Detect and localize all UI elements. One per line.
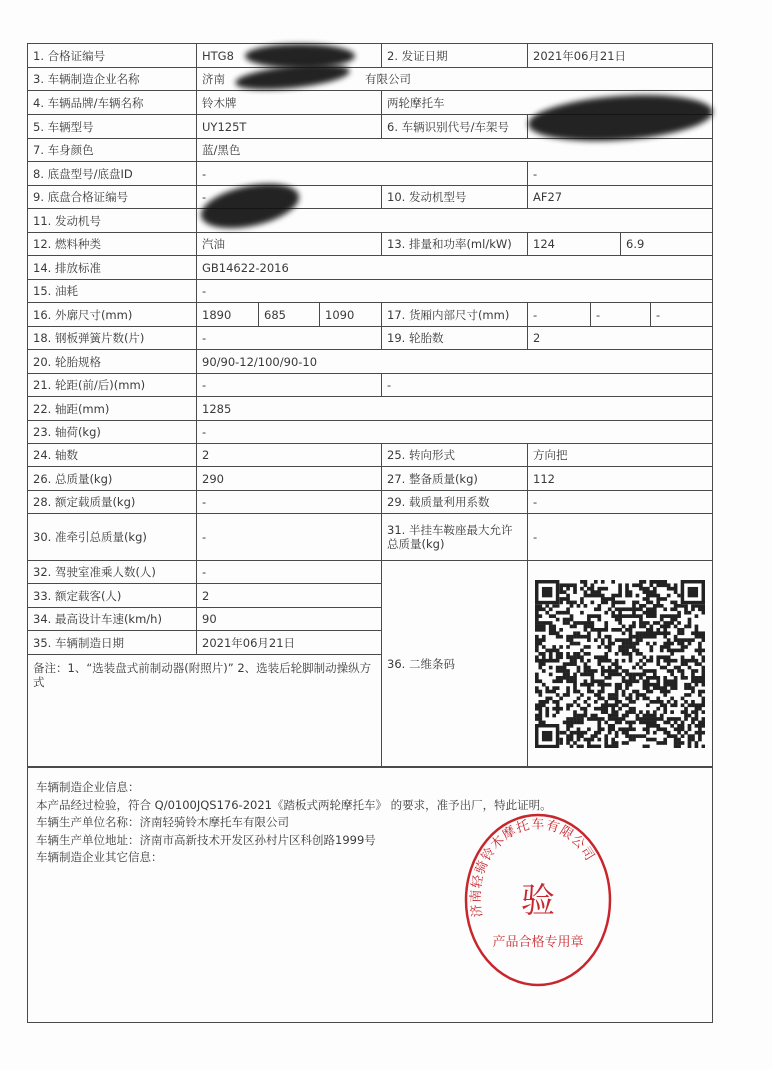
value-vehicle-name: 两轮摩托车 — [381, 90, 713, 115]
value-engine-model: AF27 — [527, 185, 713, 209]
other-info: 车辆制造企业其它信息： — [36, 850, 163, 864]
label-certificate-number: 1. 合格证编号 — [27, 43, 197, 68]
value-fuel-consumption: - — [196, 279, 713, 303]
value-rated-passengers: 2 — [196, 583, 382, 608]
label-axle-load: 23. 轴荷(kg) — [27, 420, 197, 444]
value-chassis-cert: - — [196, 185, 382, 209]
label-rated-passengers: 33. 额定载客(人) — [27, 583, 197, 608]
label-curb-mass: 27. 整备质量(kg) — [381, 466, 528, 491]
value-load-coefficient: - — [527, 490, 713, 514]
label-axle-count: 24. 轴数 — [27, 443, 197, 467]
value-rated-load: - — [196, 490, 382, 514]
value-track-rear: - — [381, 373, 713, 397]
value-leaf-springs: - — [196, 326, 382, 350]
value-manufacture-date: 2021年06月21日 — [196, 630, 382, 655]
value-gross-mass: 290 — [196, 466, 382, 491]
inspection-seal — [462, 812, 614, 988]
label-brand-name: 4. 车辆品牌/车辆名称 — [27, 90, 197, 115]
label-tire-spec: 20. 轮胎规格 — [27, 349, 197, 374]
value-brand: 铃木牌 — [196, 90, 382, 115]
value-track-front: - — [196, 373, 382, 397]
label-dimensions: 16. 外廓尺寸(mm) — [27, 302, 197, 327]
label-leaf-springs: 18. 钢板弹簧片数(片) — [27, 326, 197, 350]
label-engine-number: 11. 发动机号 — [27, 208, 197, 233]
label-tire-count: 19. 轮胎数 — [381, 326, 528, 350]
value-fuel: 汽油 — [196, 232, 382, 256]
label-steering: 25. 转向形式 — [381, 443, 528, 467]
remarks: 备注：1、“选装盘式前制动器(附照片)” 2、选装后轮脚制动操纵方式 — [27, 654, 382, 768]
label-qr-code: 36. 二维条码 — [381, 560, 528, 768]
value-max-speed: 90 — [196, 607, 382, 631]
manufacturer-name-start: 济南 — [202, 72, 225, 86]
label-color: 7. 车身颜色 — [27, 138, 197, 162]
label-cab-passengers: 32. 驾驶室准乘人数(人) — [27, 560, 197, 584]
value-issue-date: 2021年06月21日 — [527, 43, 713, 68]
producer-name: 车辆生产单位名称：济南轻骑铃木摩托车有限公司 — [36, 815, 289, 829]
value-axle-count: 2 — [196, 443, 382, 467]
value-model: UY125T — [196, 114, 382, 139]
footer-heading: 车辆制造企业信息： — [36, 780, 140, 794]
label-load-coefficient: 29. 载质量利用系数 — [381, 490, 528, 514]
qr-code — [535, 580, 705, 748]
label-engine-model: 10. 发动机型号 — [381, 185, 528, 209]
label-gross-mass: 26. 总质量(kg) — [27, 466, 197, 491]
seal-center-char: 验 — [521, 881, 555, 921]
seal-bottom-text: 产品合格专用章 — [492, 935, 584, 950]
label-manufacturer: 3. 车辆制造企业名称 — [27, 67, 197, 91]
manufacturer-name-end: 有限公司 — [365, 72, 411, 86]
label-max-speed: 34. 最高设计车速(km/h) — [27, 607, 197, 631]
label-emission-standard: 14. 排放标准 — [27, 255, 197, 280]
producer-address: 车辆生产单位地址：济南市高新技术开发区孙村片区科创路1999号 — [36, 832, 376, 847]
value-wheelbase: 1285 — [196, 396, 713, 421]
value-chassis-id: - — [527, 161, 713, 186]
value-tire-count: 2 — [527, 326, 713, 350]
value-chassis-model: - — [196, 161, 528, 186]
value-tire-spec: 90/90-12/100/90-10 — [196, 349, 713, 374]
value-steering: 方向把 — [527, 443, 713, 467]
value-height: 1090 — [319, 302, 382, 327]
label-manufacture-date: 35. 车辆制造日期 — [27, 630, 197, 655]
value-towing-mass: - — [196, 513, 382, 561]
label-chassis-cert: 9. 底盘合格证编号 — [27, 185, 197, 209]
value-axle-load: - — [196, 420, 713, 444]
label-chassis-model: 8. 底盘型号/底盘ID — [27, 161, 197, 186]
label-fuel: 12. 燃料种类 — [27, 232, 197, 256]
value-curb-mass: 112 — [527, 466, 713, 491]
value-cargo-height: - — [650, 302, 713, 327]
seal-ring-text: 济南轻骑铃木摩托车有限公司 — [468, 817, 598, 919]
value-cab-passengers: - — [196, 560, 382, 584]
label-vin: 6. 车辆识别代号/车架号 — [381, 114, 528, 139]
conformity-statement: 本产品经过检验，符合 Q/0100JQS176-2021《踏板式两轮摩托车》 的要求，准予出厂，特此证明。 — [36, 797, 552, 812]
value-cargo-length: - — [527, 302, 591, 327]
value-cargo-width: - — [590, 302, 651, 327]
label-fuel-consumption: 15. 油耗 — [27, 279, 197, 303]
label-model: 5. 车辆型号 — [27, 114, 197, 139]
label-rated-load: 28. 额定载质量(kg) — [27, 490, 197, 514]
value-certificate-number: HTG8 — [196, 43, 382, 68]
label-saddle-mass: 31. 半挂车鞍座最大允许总质量(kg) — [381, 513, 528, 561]
value-saddle-mass: - — [527, 513, 713, 561]
label-wheelbase: 22. 轴距(mm) — [27, 396, 197, 421]
value-color: 蓝/黑色 — [196, 138, 713, 162]
label-cargo-dimensions: 17. 货厢内部尺寸(mm) — [381, 302, 528, 327]
label-towing-mass: 30. 准牵引总质量(kg) — [27, 513, 197, 561]
value-emission-standard: GB14622-2016 — [196, 255, 713, 280]
label-displacement-power: 13. 排量和功率(ml/kW) — [381, 232, 528, 256]
label-track: 21. 轮距(前/后)(mm) — [27, 373, 197, 397]
value-length: 1890 — [196, 302, 259, 327]
value-displacement: 124 — [527, 232, 621, 256]
label-issue-date: 2. 发证日期 — [381, 43, 528, 68]
value-power: 6.9 — [620, 232, 713, 256]
value-width: 685 — [258, 302, 320, 327]
